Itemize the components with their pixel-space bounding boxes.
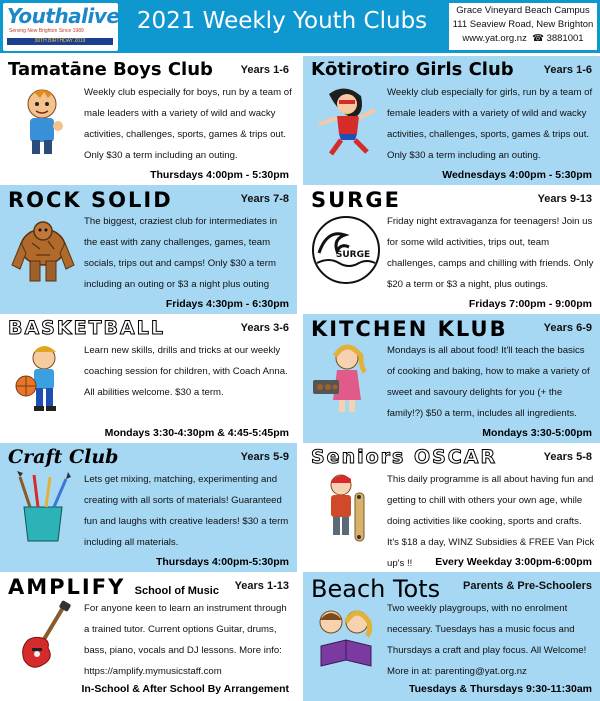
- club-ages: Years 6-9: [543, 322, 592, 334]
- club-description: Two weekly playgroups, with no enrolment necessary. Tuesdays has a music focus and Thursdays a craft and play focus. All Welcome! More in at: parenting@yat.org.nz: [387, 603, 587, 677]
- club-description: This daily programme is all about having fun and getting to chill with others your own age, while doing activities like cooking, sports and crafts. It's $18 a day, WINZ Subsidies & FREE Van Pick up's !!: [387, 474, 595, 569]
- boy-illustration-icon: [6, 84, 80, 158]
- club-title: [8, 575, 219, 599]
- club-description: Lets get mixing, matching, experimenting and creating with all sorts of materials! Guaranteed fun and laughs with creative leaders! $30 a term including all materials.: [84, 474, 289, 548]
- club-title: BASKETBALL: [8, 317, 165, 339]
- club-title: Kōtirotiro Girls Club: [311, 59, 514, 80]
- club-title: KITCHEN KLUB: [311, 317, 508, 341]
- club-description: Learn new skills, drills and tricks at our weekly coaching session for children, with Coach Anna. All abilities welcome. $30 a term.: [84, 345, 288, 398]
- club-title-name: AMPLIFY: [8, 575, 126, 599]
- club-title: Seniors OSCAR: [311, 446, 498, 468]
- club-ages: Parents & Pre-Schoolers: [463, 580, 592, 592]
- club-card-kotirotiro: [303, 56, 600, 187]
- paint-pot-illustration-icon: [6, 471, 80, 545]
- logo-wordmark: Youthalive: [7, 4, 120, 28]
- club-card-kitchen-klub: [303, 314, 600, 445]
- rock-monster-illustration-icon: [6, 213, 80, 287]
- baking-girl-illustration-icon: [309, 342, 383, 416]
- club-ages: Years 7-8: [240, 193, 289, 205]
- club-title: Tamatāne Boys Club: [8, 59, 213, 80]
- club-title: Craft Club: [8, 446, 119, 468]
- club-description: Mondays is all about food! It'll teach the basics of cooking and baking, how to make a variety of sweet and savoury delights for you (+ the family!?) $50 a term, includes all ingredients.: [387, 345, 590, 419]
- club-card-seniors-oscar: [303, 443, 600, 574]
- club-schedule: Wednesdays 4:00pm - 5:30pm: [442, 169, 592, 181]
- club-schedule: Thursdays 4:00pm - 5:30pm: [150, 169, 289, 181]
- contact-phone: ☎ 3881001: [532, 33, 584, 44]
- club-ages: Years 1-6: [240, 64, 289, 76]
- club-schedule: In-School & After School By Arrangement: [81, 683, 289, 695]
- electric-guitar-illustration-icon: [6, 600, 80, 674]
- club-card-tamatane: [0, 56, 297, 187]
- surge-wave-logo-icon: [309, 213, 383, 287]
- club-schedule: Mondays 3:30-4:30pm & 4:45-5:45pm: [104, 427, 289, 439]
- club-card-amplify: [0, 572, 297, 701]
- club-schedule: Every Weekday 3:00pm-6:00pm: [435, 556, 592, 568]
- logo-anniversary: 30TH BIRTHDAY 2019: [34, 38, 86, 44]
- club-title: SURGE: [311, 188, 401, 212]
- club-ages: Years 1-13: [234, 580, 289, 592]
- club-ages: Years 1-6: [543, 64, 592, 76]
- header-banner: [0, 0, 600, 53]
- club-title: Beach Tots: [311, 575, 441, 603]
- club-ages: Years 5-8: [543, 451, 592, 463]
- contact-campus: Grace Vineyard Beach Campus: [456, 5, 590, 16]
- contact-website[interactable]: www.yat.org.nz: [462, 33, 527, 44]
- club-card-rock-solid: [0, 185, 297, 316]
- club-description: Weekly club especially for boys, run by a team of male leaders with a variety of wild and wacky activities, challenges, sports, games & trips out. Only $30 a term including an outing.: [84, 87, 292, 161]
- club-ages: Years 5-9: [240, 451, 289, 463]
- club-title: ROCK SOLID: [8, 188, 173, 212]
- surge-logo-text: SURGE: [335, 250, 371, 260]
- club-card-basketball: [0, 314, 297, 445]
- page-title: 2021 Weekly Youth Clubs: [136, 8, 428, 34]
- youthalive-logo: [3, 3, 118, 51]
- club-card-craft-club: [0, 443, 297, 574]
- reading-kids-illustration-icon: [309, 600, 383, 674]
- club-schedule: Tuesdays & Thursdays 9:30-11:30am: [408, 683, 592, 695]
- logo-anniversary-bar: [7, 38, 113, 45]
- superhero-girl-illustration-icon: [309, 84, 383, 158]
- contact-web-phone: [449, 32, 597, 46]
- club-schedule: Fridays 7:00pm - 9:00pm: [468, 298, 592, 310]
- club-description: Friday night extravaganza for teenagers! Join us for some wild activities, trips out, team challenges, camps and chilling with friends. Only $20 a term or $3 a night, plus outings.: [387, 216, 594, 290]
- club-title-subtitle: School of Music: [134, 585, 219, 597]
- contact-box: [449, 3, 597, 50]
- club-card-beach-tots: [303, 572, 600, 701]
- contact-address: 111 Seaview Road, New Brighton: [452, 19, 594, 30]
- club-card-surge: [303, 185, 600, 316]
- basketball-kid-illustration-icon: [6, 342, 80, 416]
- club-schedule: Fridays 4:30pm - 6:30pm: [165, 298, 289, 310]
- club-schedule: Mondays 3:30-5:00pm: [482, 427, 592, 439]
- club-schedule: Thursdays 4:00pm-5:30pm: [155, 556, 289, 568]
- club-ages: Years 9-13: [537, 193, 592, 205]
- logo-tagline: Serving New Brighton Since 1989: [9, 28, 84, 34]
- club-description: Weekly club especially for girls, run by a team of female leaders with a variety of wild and wacky activities, challenges, sports, games & trips out. Only $30 a term including an outing.: [387, 87, 593, 161]
- club-ages: Years 3-6: [240, 322, 289, 334]
- club-description: The biggest, craziest club for intermediates in the east with zany challenges, games, team socials, trips out and camps! Only $30 a term including an outing or $3 a night plus outing: [84, 216, 278, 290]
- skateboard-boy-illustration-icon: [309, 471, 383, 545]
- club-description: For anyone keen to learn an instrument through a trained tutor. Current options Guitar, drums, bass, piano, vocals and DJ lessons. More info: https://amplify.mymusicstaff.com: [84, 603, 287, 677]
